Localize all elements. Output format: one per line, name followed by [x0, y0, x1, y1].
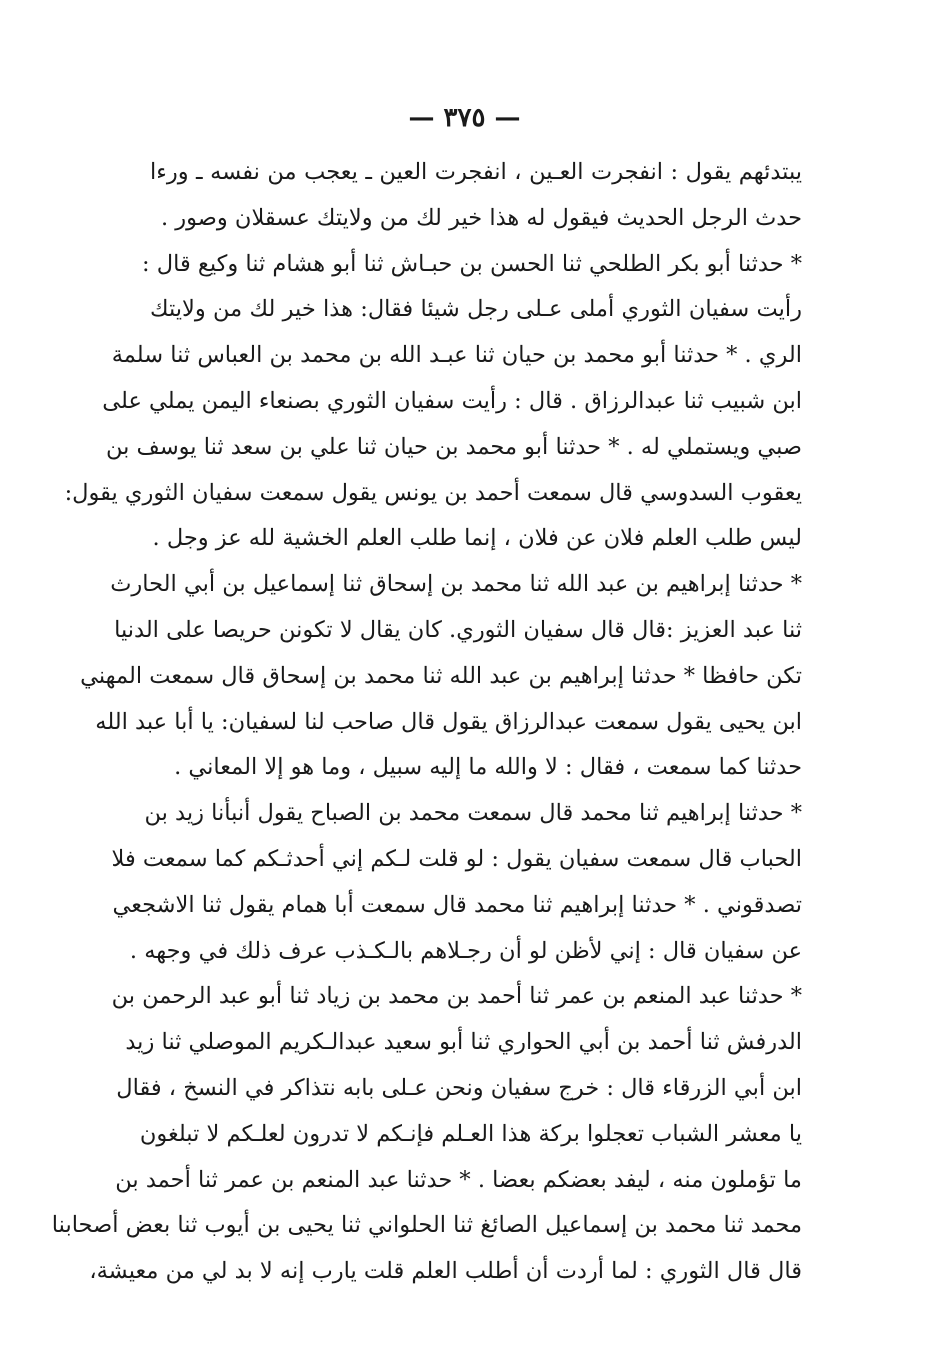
text-line: ابن شبيب ثنا عبدالرزاق . قال : رأيت سفيان الثوري بصنعاء اليمن يملي على: [102, 387, 802, 414]
text-line: ابن أبي الزرقاء قال : خرج سفيان ونحن عـلى بابه نتذاكر في النسخ ، فقال: [116, 1074, 802, 1101]
text-line: يا معشر الشباب تعجلوا بركة هذا العـلم فإنـكم لا تدرون لعلـكم لا تبلغون: [139, 1120, 802, 1147]
text-line: قال قال الثوري : لما أردت أن أطلب العلم قلت يارب إنه لا بد لي من معيشة،: [89, 1258, 802, 1285]
page-number: — ٣٧٥ —: [408, 103, 521, 133]
text-line: * حدثنا إبراهيم ثنا محمد قال سمعت محمد بن الصباح يقول أنبأنا زيد بن: [144, 800, 802, 827]
body-text: [51, 150, 802, 1295]
text-line: * حدثنا أبو بكر الطلحي ثنا الحسن بن حبـاش ثنا أبو هشام ثنا وكيع قال :: [142, 250, 802, 277]
text-line: حدث الرجل الحديث فيقول له هذا خير لك من ولايتك عسقلان وصور .: [161, 204, 802, 231]
text-line: حدثنا كما سمعت ، فقال : لا والله ما إليه سبيل ، وما هو إلا المعاني .: [174, 754, 802, 781]
text-line: رأيت سفيان الثوري أملى عـلى رجل شيئا فقال: هذا خير لك من ولايتك: [150, 296, 802, 323]
text-line: تكن حافظا * حدثنا إبراهيم بن عبد الله ثنا محمد بن إسحاق قال سمعت المهني: [80, 662, 802, 689]
text-line: * حدثنا إبراهيم بن عبد الله ثنا محمد بن إسحاق ثنا إسماعيل بن أبي الحارث: [110, 571, 802, 598]
text-line: ثنا عبد العزيز :قال قال سفيان الثوري. كان يقال لا تكونن حريصا على الدنيا: [114, 616, 802, 643]
text-line: الدرفش ثنا أحمد بن أبي الحواري ثنا أبو سعيد عبدالـكريم الموصلي ثنا زيد: [125, 1029, 802, 1056]
text-line: ابن يحيى يقول سمعت عبدالرزاق يقول قال صاحب لنا لسفيان: يا أبا عبد الله: [95, 708, 802, 735]
text-line: يبتدئهم يقول : انفجرت العـين ، انفجرت العين ـ يعجب من نفسه ـ ورءا: [150, 159, 802, 185]
text-line: الري . * حدثنا أبو محمد بن حيان ثنا عبـد الله بن محمد بن العباس ثنا سلمة: [111, 342, 802, 369]
text-line: عن سفيان قال : إني لأظن لو أن رجـلاهم بالـكـذب عرف ذلك في وجهه .: [129, 937, 802, 964]
text-line: محمد ثنا محمد بن إسماعيل الصائغ ثنا الحلواني ثنا يحيى بن أيوب ثنا بعض أصحابنا: [51, 1212, 802, 1239]
text-line: ما تؤملون منه ، ليفد بعضكم بعضا . * حدثنا عبد المنعم بن عمر ثنا أحمد بن: [115, 1166, 802, 1193]
text-line: * حدثنا عبد المنعم بن عمر ثنا أحمد بن محمد بن زياد ثنا أبو عبد الرحمن بن: [111, 983, 802, 1010]
text-line: تصدقوني . * حدثنا إبراهيم ثنا محمد قال سمعت أبا همام يقول ثنا الاشجعي: [112, 891, 802, 918]
text-line: صبي ويستملي له . * حدثنا أبو محمد بن حيان ثنا علي بن سعد ثنا يوسف بن: [106, 433, 802, 460]
text-line: الحباب قال سمعت سفيان يقول : لو قلت لـكم إني أحدثـكم كما سمعت فلا: [111, 845, 802, 872]
text-line: ليس طلب العلم فلان عن فلان ، إنما طلب العلم الخشية لله عز وجل .: [152, 525, 802, 552]
text-line: يعقوب السدوسي قال سمعت أحمد بن يونس يقول سمعت سفيان الثوري يقول:: [64, 479, 802, 506]
